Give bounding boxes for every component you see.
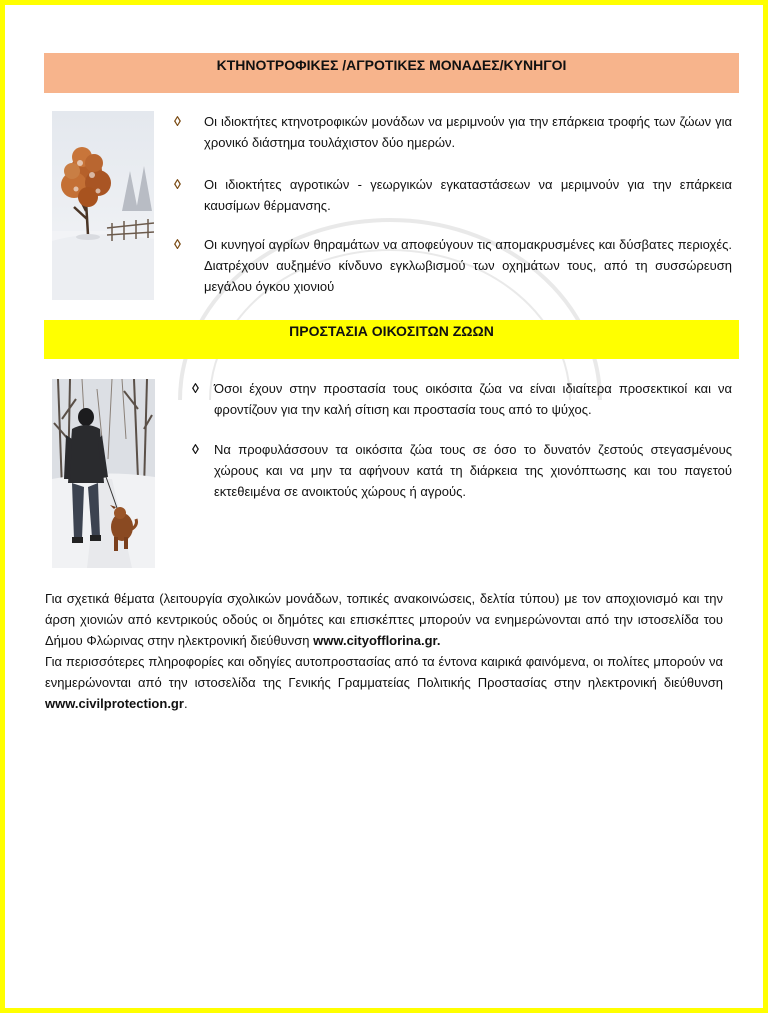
section-heading-livestock (44, 53, 739, 93)
info-paragraph-civil-protection-text: Για περισσότερες πληροφορίες και οδηγίες αυτοπροστασίας από τα έντονα καιρικά φαινόμενα, οι πολίτες μπορούν να ενημερώνονται από την ιστοσελίδα της Γενικής Γραμματείας Πολιτικής Προστασίας στην ηλεκτρονική διεύθυνση (45, 654, 723, 690)
diamond-bullet-icon: ◊ (174, 176, 181, 192)
diamond-bullet-icon: ◊ (174, 236, 181, 252)
diamond-bullet-icon: ◊ (192, 441, 199, 457)
list-item (174, 174, 732, 216)
civilprotection-link[interactable]: www.civilprotection.gr (45, 696, 184, 711)
list-item-text: Οι ιδιοκτήτες αγροτικών - γεωργικών εγκαταστάσεων να μεριμνούν για την επάρκεια καυσίμων θέρμανσης. (204, 177, 732, 213)
list-item (190, 378, 732, 420)
diamond-bullet-icon: ◊ (174, 113, 181, 129)
list-item (174, 234, 732, 297)
pets-advice-list (190, 378, 732, 521)
cityofflorina-link[interactable]: www.cityofflorina.gr. (313, 633, 441, 648)
livestock-advice-list (174, 111, 732, 318)
list-item-text: Να προφυλάσσουν τα οικόσιτα ζώα τους σε όσο το δυνατόν ζεστούς στεγασμένους χώρους και να μην τα αφήνουν κατά τη διάρκεια της χιονόπτωσης και του παγετού εκτεθειμένα σε ανοικτούς χώρους ή αγρούς. (214, 442, 732, 499)
snowy-tree-photo (52, 111, 154, 300)
section-heading-pets (44, 320, 739, 359)
info-block (45, 588, 723, 714)
man-walking-dog-in-snow-photo (52, 379, 155, 568)
diamond-bullet-icon: ◊ (192, 380, 199, 396)
list-item-text: Οι ιδιοκτήτες κτηνοτροφικών μονάδων να μεριμνούν για την επάρκεια τροφής των ζώων για χρονικό διάστημα τουλάχιστον δύο ημερών. (204, 114, 732, 150)
info-paragraph-civil-protection (45, 651, 723, 714)
list-item (190, 439, 732, 502)
list-item-text: Όσοι έχουν στην προστασία τους οικόσιτα ζώα να είναι ιδιαίτερα προσεκτικοί και να φροντίζουν για την καλή σίτιση και προστασία τους από το ψύχος. (214, 381, 732, 417)
list-item-text: Οι κυνηγοί αγρίων θηραμάτων να αποφεύγουν τις απομακρυσμένες και δύσβατες περιοχές. Διατρέχουν αυξημένο κίνδυνο εγκλωβισμού των οχημάτων τους, από τη συσσώρευση μεγάλου όγκου χιονιού (204, 237, 732, 294)
info-paragraph-municipality (45, 588, 723, 651)
section-heading-livestock-text: ΚΤΗΝΟΤΡΟΦΙΚΕΣ /ΑΓΡΟΤΙΚΕΣ ΜΟΝΑΔΕΣ/ΚΥΝΗΓΟΙ (216, 57, 567, 73)
list-item (174, 111, 732, 153)
info-paragraph-end: . (183, 696, 188, 711)
section-heading-pets-text: ΠΡΟΣΤΑΣΙΑ ΟΙΚΟΣΙΤΩΝ ΖΩΩΝ (289, 323, 494, 339)
info-paragraph-municipality-text: Για σχετικά θέματα (λειτουργία σχολικών μονάδων, τοπικές ανακοινώσεις, δελτία τύπου) με τον αποχιονισμό και την άρση χιονιών από κεντρικούς οδούς οι δημότες και επισκέπτες μπορούν να ενημερώνονται από την ιστοσελίδα του Δήμου Φλώρινας στην ηλεκτρονική διεύθυνση (45, 591, 723, 648)
